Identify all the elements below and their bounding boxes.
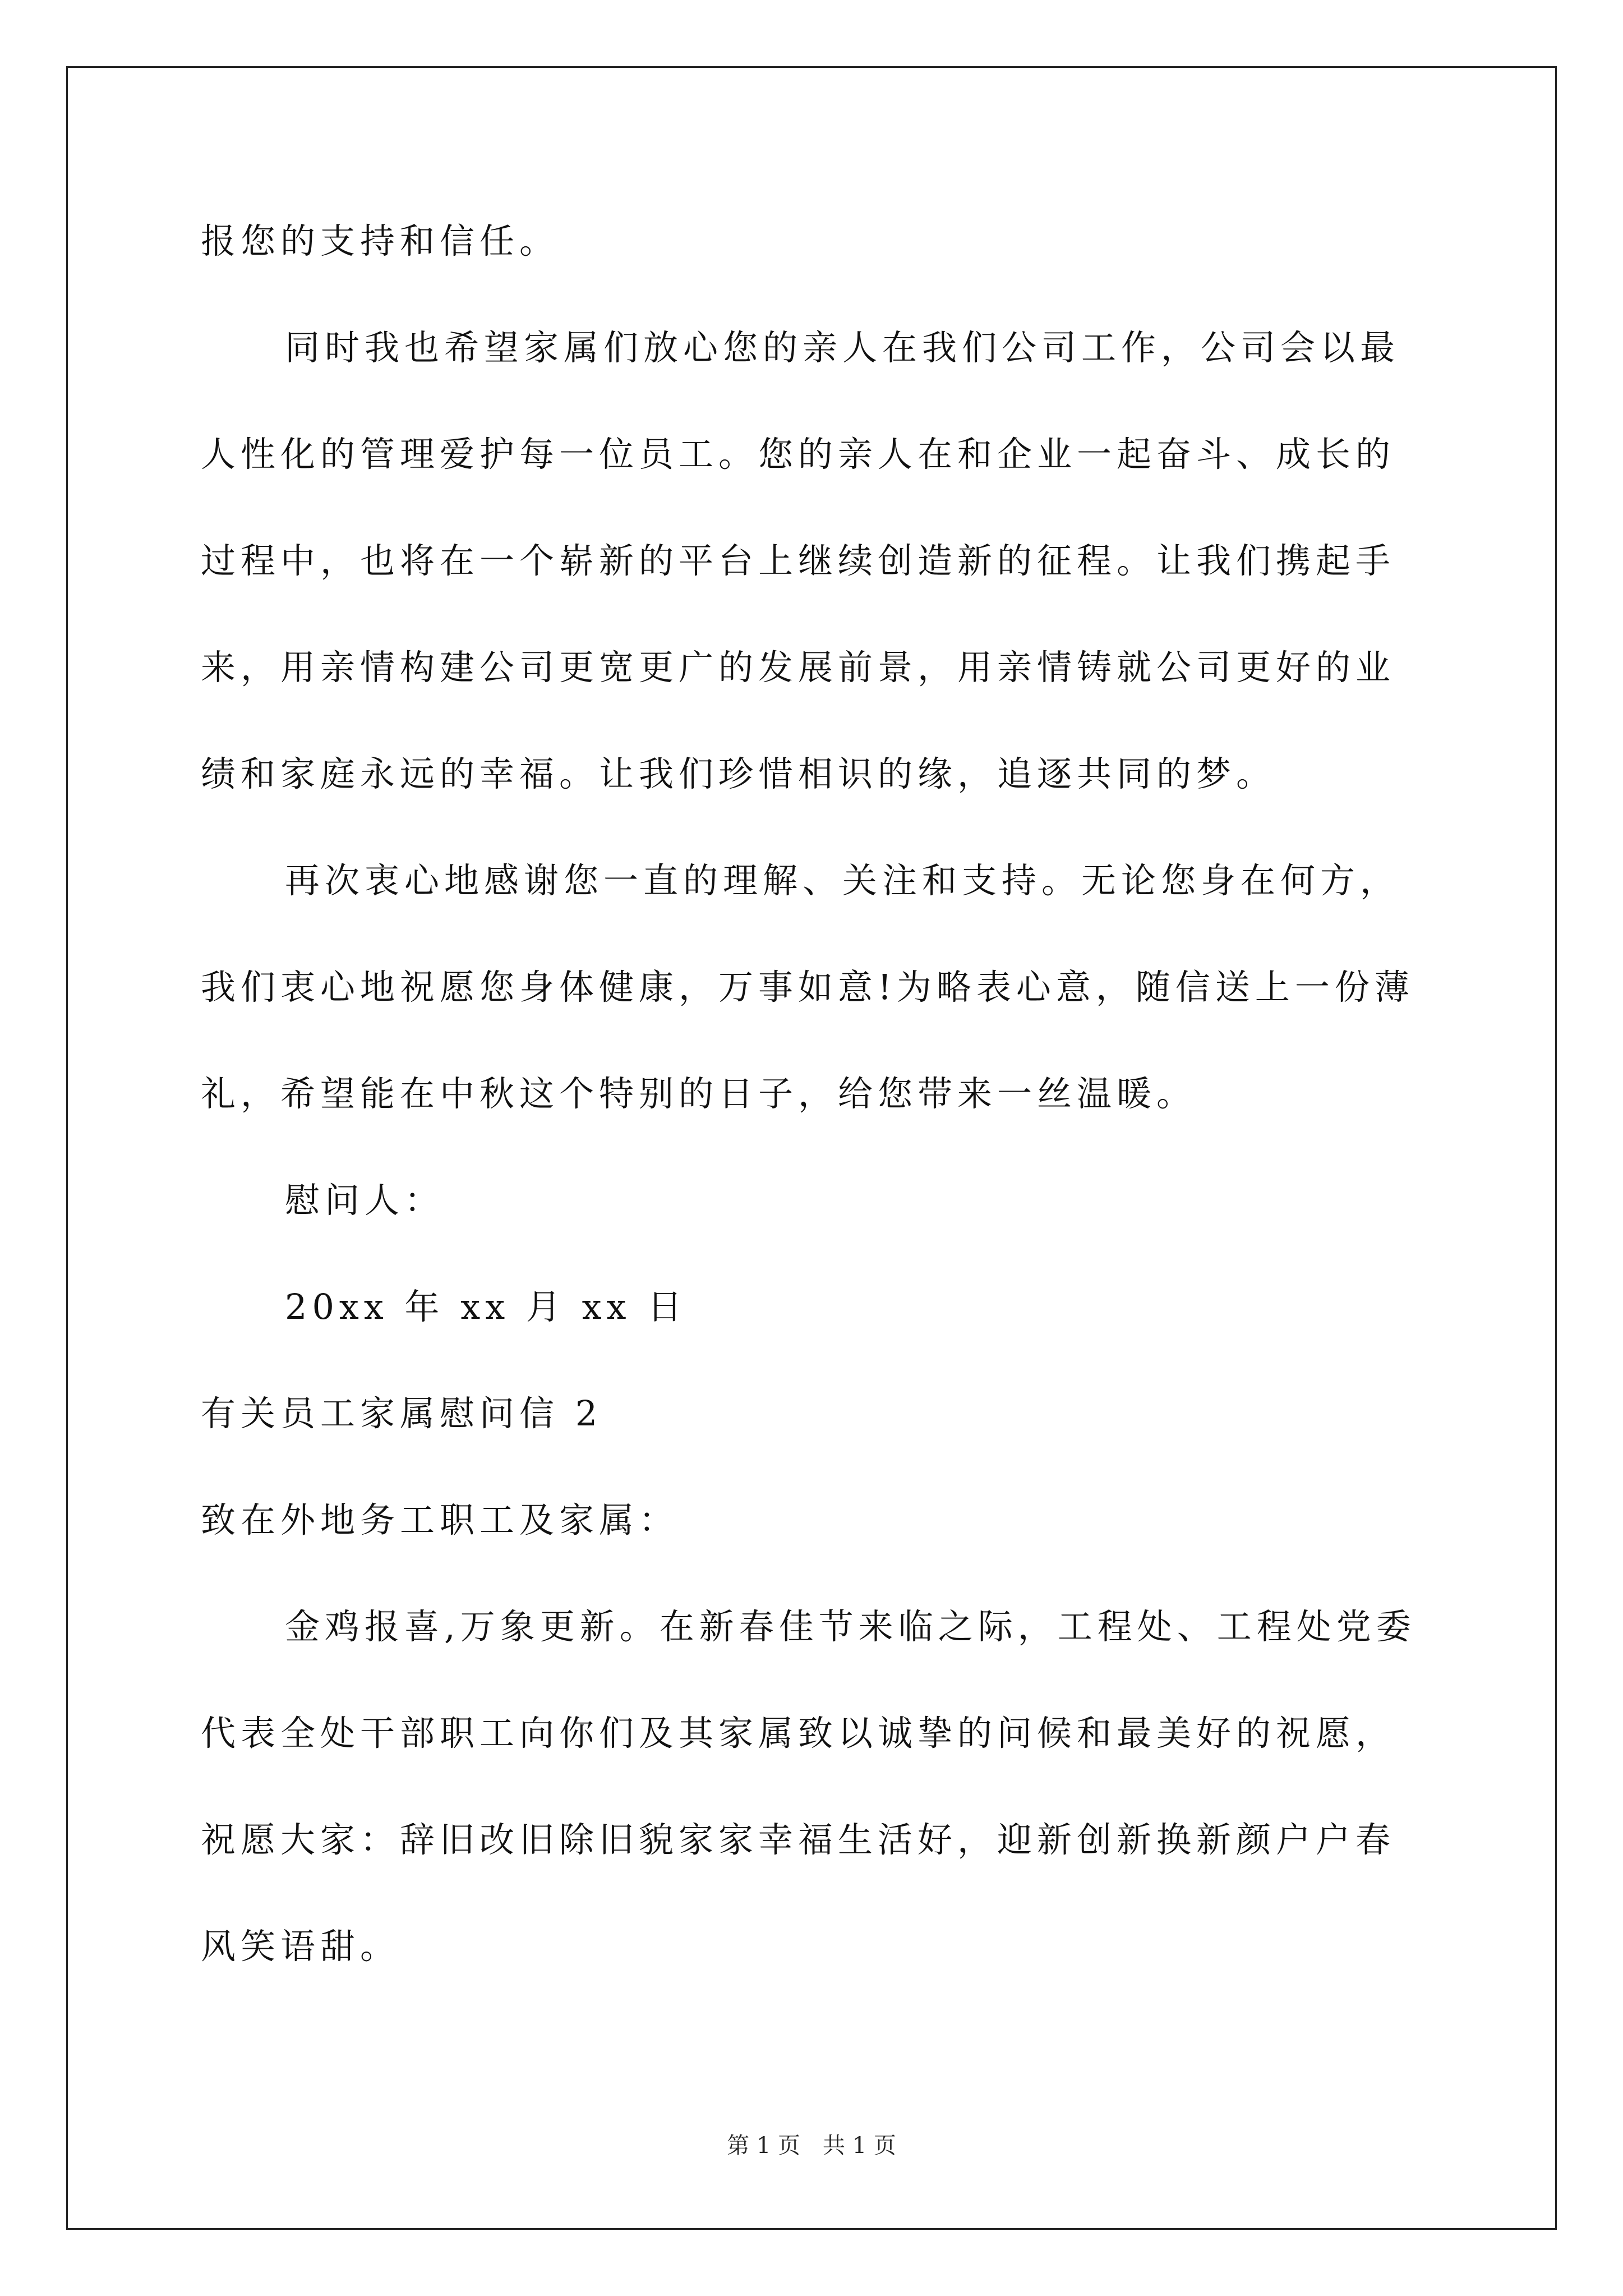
- section-title: 有关员工家属慰问信 2: [201, 1393, 603, 1434]
- text-line: 金鸡报喜,万象更新。在新春佳节来临之际，工程处、工程处党委: [285, 1606, 1416, 1647]
- text-line: 再次衷心地感谢您一直的理解、关注和支持。无论您身在何方，: [285, 860, 1400, 901]
- text-line: 人性化的管理爱护每一位员工。您的亲人在和企业一起奋斗、成长的: [201, 434, 1396, 475]
- text-line: 祝愿大家：辞旧改旧除旧貌家家幸福生活好，迎新创新换新颜户户春: [201, 1819, 1396, 1860]
- text-line: 同时我也希望家属们放心您的亲人在我们公司工作，公司会以最: [285, 327, 1400, 368]
- text-line: 代表全处干部职工向你们及其家属致以诚挚的问候和最美好的祝愿，: [201, 1713, 1396, 1754]
- text-line: 绩和家庭永远的幸福。让我们珍惜相识的缘，追逐共同的梦。: [201, 753, 1276, 794]
- text-line: 风笑语甜。: [201, 1926, 400, 1967]
- text-line: 报您的支持和信任。: [201, 220, 560, 261]
- signature-label: 慰问人：: [285, 1180, 445, 1221]
- page-border: [66, 66, 1557, 2230]
- salutation: 致在外地务工职工及家属：: [201, 1499, 679, 1540]
- text-line: 过程中，也将在一个崭新的平台上继续创造新的征程。让我们携起手: [201, 540, 1396, 581]
- page-footer: [0, 2132, 1623, 2160]
- page-number: 第 1 页 共 1 页: [727, 2133, 896, 2159]
- text-line: 礼，希望能在中秋这个特别的日子，给您带来一丝温暖。: [201, 1073, 1197, 1114]
- date-line: 20xx 年 xx 月 xx 日: [285, 1286, 688, 1327]
- text-line: 我们衷心地祝愿您身体健康，万事如意!为略表心意，随信送上一份薄: [201, 967, 1414, 1007]
- text-line: 来，用亲情构建公司更宽更广的发展前景，用亲情铸就公司更好的业: [201, 647, 1396, 688]
